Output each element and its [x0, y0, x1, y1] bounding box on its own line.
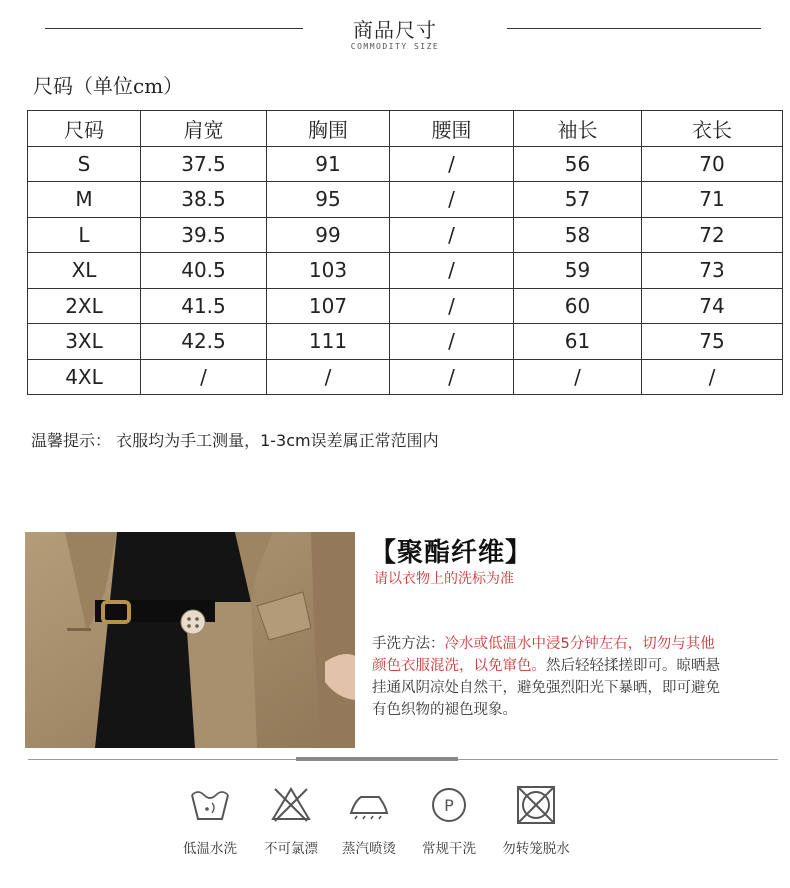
table-row — [28, 359, 783, 395]
table-cell: 60 — [514, 288, 642, 324]
table-cell: 103 — [267, 253, 390, 289]
header-waist: 腰围 — [390, 111, 514, 147]
steam-iron-icon — [347, 785, 391, 825]
care-label: 蒸汽喷烫 — [342, 841, 396, 857]
table-cell: 74 — [642, 288, 783, 324]
header-size: 尺码 — [28, 111, 141, 147]
table-cell: 42.5 — [141, 324, 267, 360]
care-item-no-bleach — [251, 785, 331, 857]
table-cell: 95 — [267, 182, 390, 218]
low-temp-wash-icon — [188, 785, 232, 825]
table-cell: 99 — [267, 217, 390, 253]
table-row — [28, 324, 783, 360]
page-subtitle: COMMODITY SIZE — [350, 42, 440, 51]
table-cell: 75 — [642, 324, 783, 360]
wash-details: 然后轻轻揉搓即可。晾晒悬挂通风阴凉处自然干，避免强烈阳光下暴晒，即可避免有色织物的褪色现象。 — [372, 658, 720, 718]
table-cell: 57 — [514, 182, 642, 218]
table-cell: / — [642, 359, 783, 395]
table-row — [28, 146, 783, 182]
product-photo — [25, 532, 355, 748]
table-cell: 70 — [642, 146, 783, 182]
table-row — [28, 182, 783, 218]
table-cell: 72 — [642, 217, 783, 253]
care-label: 常规干洗 — [422, 841, 476, 857]
care-label: 勿转笼脱水 — [502, 841, 570, 857]
fabric-subtitle: 请以衣物上的洗标为准 — [374, 571, 514, 587]
wash-warning: 冷水或低温水中浸5分钟左右，切勿与其他颜色衣服混洗，以免窜色。 — [372, 636, 715, 674]
table-row — [28, 253, 783, 289]
table-cell: / — [390, 217, 514, 253]
table-cell: / — [390, 146, 514, 182]
table-cell: 4XL — [28, 359, 141, 395]
table-cell: M — [28, 182, 141, 218]
section-divider-accent — [296, 757, 458, 761]
care-label: 不可氯漂 — [264, 841, 318, 857]
table-cell: 2XL — [28, 288, 141, 324]
table-cell: 91 — [267, 146, 390, 182]
table-cell: / — [390, 288, 514, 324]
care-item-steam-iron — [329, 785, 409, 857]
header-chest: 胸围 — [267, 111, 390, 147]
table-cell: S — [28, 146, 141, 182]
no-bleach-icon — [269, 785, 313, 825]
table-cell: 71 — [642, 182, 783, 218]
table-cell: 59 — [514, 253, 642, 289]
table-cell: / — [390, 324, 514, 360]
table-cell: 61 — [514, 324, 642, 360]
table-row — [28, 217, 783, 253]
table-cell: XL — [28, 253, 141, 289]
fabric-title: 【聚酯纤维】 — [370, 538, 533, 568]
wash-prefix: 手洗方法： — [372, 636, 445, 652]
table-cell: / — [390, 253, 514, 289]
page-title: 商品尺寸 — [353, 18, 437, 42]
table-cell: 41.5 — [141, 288, 267, 324]
table-cell: / — [267, 359, 390, 395]
table-cell: 107 — [267, 288, 390, 324]
table-cell: / — [390, 182, 514, 218]
size-table — [27, 110, 783, 395]
table-cell: 73 — [642, 253, 783, 289]
table-cell: / — [390, 359, 514, 395]
no-tumble-dry-icon — [514, 785, 558, 825]
table-cell: / — [141, 359, 267, 395]
table-cell: 40.5 — [141, 253, 267, 289]
table-cell: 56 — [514, 146, 642, 182]
table-cell: 111 — [267, 324, 390, 360]
table-cell: / — [514, 359, 642, 395]
table-cell: 39.5 — [141, 217, 267, 253]
care-item-dry-clean — [409, 785, 489, 857]
table-cell: 58 — [514, 217, 642, 253]
care-label: 低温水洗 — [183, 841, 237, 857]
svg-text:P: P — [444, 796, 454, 815]
measurement-tip: 温馨提示： 衣服均为手工测量，1-3cm误差属正常范围内 — [31, 431, 439, 450]
header-sleeve: 袖长 — [514, 111, 642, 147]
table-cell: 3XL — [28, 324, 141, 360]
size-unit-label: 尺码（单位cm） — [33, 74, 184, 98]
header-length: 衣长 — [642, 111, 783, 147]
table-cell: L — [28, 217, 141, 253]
table-cell: 37.5 — [141, 146, 267, 182]
care-item-low-temp-wash — [170, 785, 250, 857]
care-item-no-tumble-dry — [496, 785, 576, 857]
table-header-row — [28, 111, 783, 147]
dry-clean-icon — [427, 785, 471, 825]
jacket-illustration — [25, 532, 355, 748]
table-cell: 38.5 — [141, 182, 267, 218]
wash-instructions — [372, 633, 724, 721]
table-row — [28, 288, 783, 324]
header-shoulder: 肩宽 — [141, 111, 267, 147]
